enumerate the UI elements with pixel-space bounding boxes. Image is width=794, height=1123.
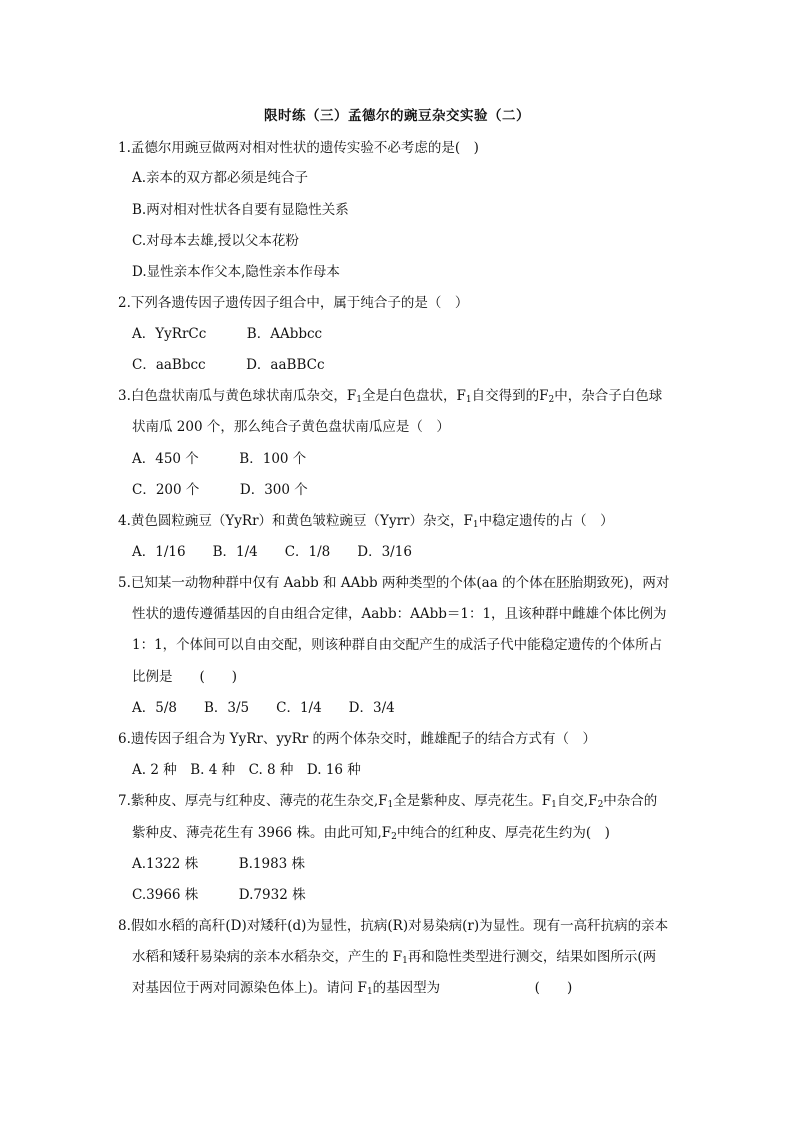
q4-options: A．1/16 B．1/4 C．1/8 D．3/16 (132, 544, 412, 560)
q7-text: 自交,F (556, 793, 598, 809)
q7-text: 中杂合的 (603, 793, 658, 809)
q7-text: 中纯合的红种皮、厚壳花生约为( ) (396, 825, 610, 841)
q8-stem-line1: 8.假如水稻的高秆(D)对矮秆(d)为显性，抗病(R)对易染病(r)为显性。现有一高秆抗病的亲本 (118, 918, 669, 934)
q8-text: 的基因型为 ( ) (372, 980, 573, 996)
q1-option-a: A.亲本的双方都必须是纯合子 (132, 170, 309, 186)
q4-stem (118, 509, 614, 530)
q3-options-row2: C．200 个 D．300 个 (132, 482, 308, 498)
q3-stem-line1 (118, 384, 662, 405)
q2-stem: 2.下列各遗传因子遗传因子组合中，属于纯合子的是（ ） (118, 295, 469, 311)
q7-options-row1: A.1322 株 B.1983 株 (132, 856, 306, 872)
q4-subscript: 1 (472, 520, 479, 530)
q5-stem-line1: 5.已知某一动物种群中仅有 Aabb 和 AAbb 两种类型的个体(aa 的个体在胚胎期致死)，两对 (118, 575, 670, 591)
q8-stem-line2 (132, 945, 656, 966)
q3-subscript: 1 (465, 395, 472, 405)
q5-stem-line4: 比例是 ( ) (132, 669, 238, 685)
q5-stem-line3: 1：1，个体间可以自由交配，则该种群自由交配产生的成活子代中能稳定遗传的个体所占 (132, 637, 663, 653)
q1-option-b: B.两对相对性状各自要有显隐性关系 (132, 202, 349, 218)
q8-text: 再和隐性类型进行测交，结果如图所示(两 (407, 949, 657, 965)
q3-stem-line2: 状南瓜 200 个，那么纯合子黄色盘状南瓜应是（ ） (132, 419, 450, 435)
page-title: 限时练（三）孟德尔的豌豆杂交实验（二） (264, 108, 530, 124)
q7-subscript: 2 (391, 832, 397, 842)
q7-text: 紫种皮、薄壳花生有 3966 株。由此可知,F (132, 825, 392, 841)
q8-text: 水稻和矮秆易染病的亲本水稻杂交，产生的 F (132, 949, 403, 965)
q4-text: 中稳定遗传的占（ ） (478, 513, 614, 529)
q7-text: 全是紫种皮、厚壳花生。F (393, 793, 552, 809)
q7-stem-line1 (118, 789, 657, 810)
q8-subscript: 1 (402, 956, 408, 966)
q8-text: 对基因位于两对同源染色体上)。请问 F (132, 980, 367, 996)
q3-subscript: 1 (356, 395, 362, 405)
q5-stem-line2: 性状的遗传遵循基因的自由组合定律，Aabb：AAbb＝1：1，且该种群中雌雄个体比例为 (132, 606, 667, 622)
q3-text: 全是白色盘状，F (361, 388, 466, 404)
q5-options: A．5/8 B．3/5 C．1/4 D．3/4 (132, 700, 395, 716)
q7-stem-line2 (132, 821, 610, 842)
q6-stem: 6.遗传因子组合为 YyRr、yyRr 的两个体杂交时，雌雄配子的结合方式有（ ） (118, 731, 596, 747)
q1-option-c: C.对母本去雄,授以父本花粉 (132, 233, 299, 249)
q3-options-row1: A．450 个 B．100 个 (132, 451, 307, 467)
q7-options-row2: C.3966 株 D.7932 株 (132, 887, 306, 903)
q7-subscript: 1 (551, 800, 557, 810)
q3-text: 3.白色盘状南瓜与黄色球状南瓜杂交，F (118, 388, 357, 404)
q4-text: 4.黄色圆粒豌豆（YyRr）和黄色皱粒豌豆（Yyrr）杂交，F (118, 513, 473, 529)
q2-options-row2: C．aaBbcc D．aaBBCc (132, 357, 325, 373)
q7-subscript: 2 (597, 800, 604, 810)
q7-text: 7.紫种皮、厚壳与红种皮、薄壳的花生杂交,F (118, 793, 388, 809)
q3-subscript: 2 (548, 395, 555, 405)
q6-options: A. 2 种 B. 4 种 C. 8 种 D. 16 种 (132, 762, 361, 778)
q3-text: 自交得到的F (471, 388, 549, 404)
q7-subscript: 1 (387, 800, 394, 810)
q2-options-row1: A．YyRrCc B．AAbbcc (132, 326, 323, 342)
q1-option-d: D.显性亲本作父本,隐性亲本作母本 (132, 264, 340, 280)
q3-text: 中，杂合子白色球 (554, 388, 663, 404)
q8-stem-line3 (132, 976, 572, 997)
q1-stem: 1.孟德尔用豌豆做两对相对性状的遗传实验不必考虑的是( ) (118, 140, 479, 156)
q8-subscript: 1 (366, 987, 373, 997)
